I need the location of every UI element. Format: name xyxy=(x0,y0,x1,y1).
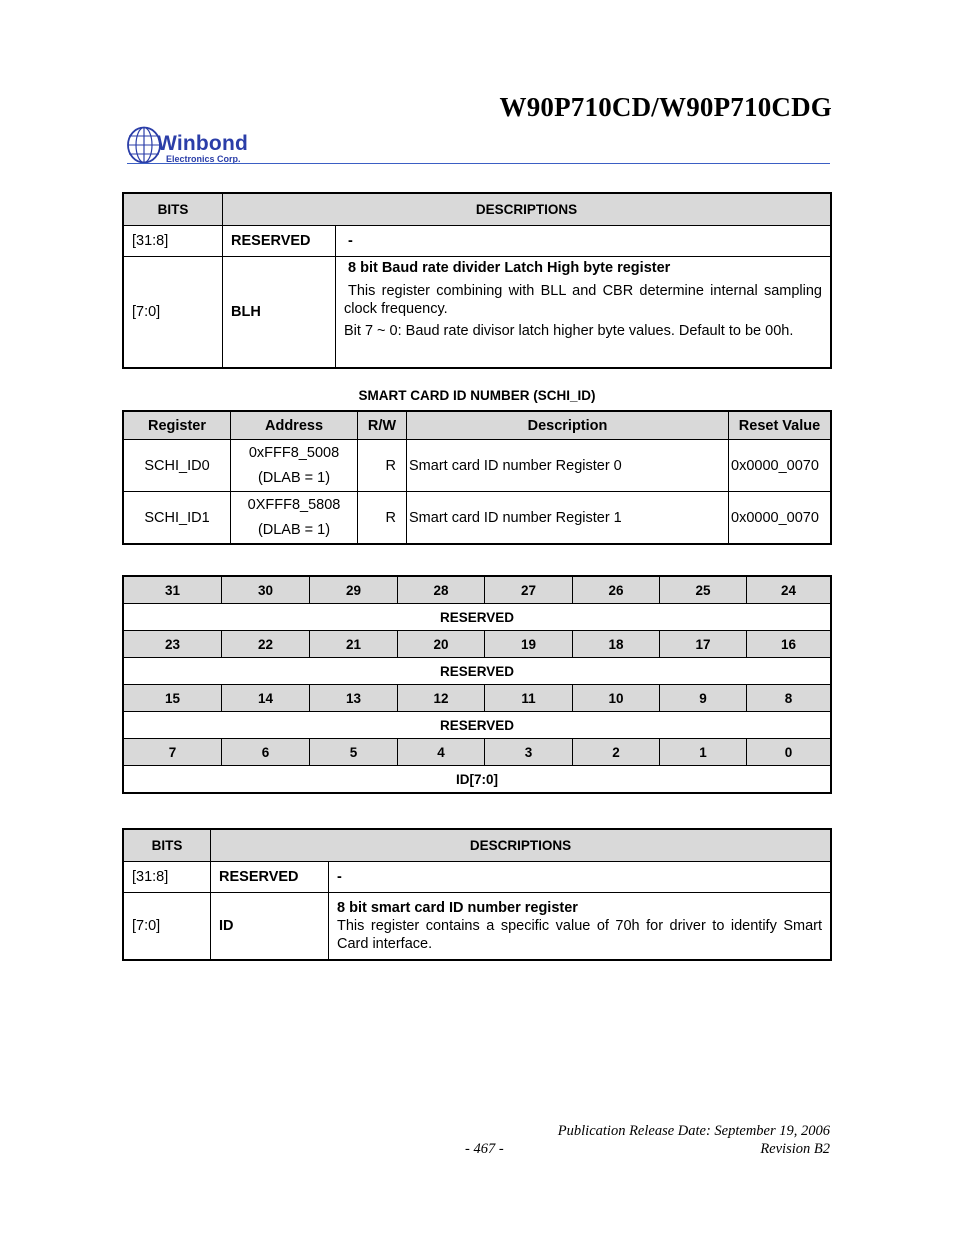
description-title: 8 bit smart card ID number register xyxy=(337,900,578,916)
address-note: (DLAB = 1) xyxy=(257,521,331,538)
rw-cell: R xyxy=(358,440,407,492)
header-divider xyxy=(127,163,830,164)
bit-field-row xyxy=(124,712,831,739)
bit-number-cell: 21 xyxy=(310,631,398,658)
bit-number-row xyxy=(124,577,831,604)
field-name-cell: RESERVED xyxy=(223,226,336,257)
bit-field-row xyxy=(124,766,831,793)
bit-field-cell: RESERVED xyxy=(124,712,831,739)
bit-number-cell: 19 xyxy=(485,631,573,658)
reset-value-cell: 0x0000_0070 xyxy=(729,492,831,544)
table-header-row xyxy=(124,194,831,226)
bit-number-cell: 14 xyxy=(222,685,310,712)
description-cell xyxy=(329,893,831,960)
table-header-row xyxy=(124,830,831,862)
description-cell: - xyxy=(336,226,831,257)
bits-header: BITS xyxy=(124,830,211,862)
bit-number-cell: 24 xyxy=(747,577,831,604)
bit-field-row xyxy=(124,604,831,631)
bit-field-cell: RESERVED xyxy=(124,658,831,685)
field-name-cell: RESERVED xyxy=(211,862,329,893)
winbond-logo xyxy=(127,126,257,166)
table-row xyxy=(124,440,831,492)
table-row xyxy=(124,862,831,893)
bit-number-cell: 13 xyxy=(310,685,398,712)
bits-cell: [31:8] xyxy=(124,226,223,257)
description-paragraph: This register contains a specific value of 70h for driver to identify Smart Card interface. xyxy=(337,918,822,952)
bit-number-row xyxy=(124,739,831,766)
description-paragraph: This register combining with BLL and CBR determine internal sampling clock frequency. xyxy=(344,283,822,317)
bit-number-cell: 6 xyxy=(222,739,310,766)
description-cell xyxy=(336,257,831,368)
bits-cell: [7:0] xyxy=(124,893,211,960)
table-row xyxy=(124,257,831,368)
globe-icon xyxy=(127,126,161,164)
bits-cell: [7:0] xyxy=(124,257,223,368)
descriptions-header: DESCRIPTIONS xyxy=(211,830,831,862)
address-value: 0XFFF8_5808 xyxy=(247,496,341,513)
release-date: Publication Release Date: September 19, 2006 xyxy=(557,1123,830,1139)
bit-number-cell: 18 xyxy=(573,631,660,658)
bit-number-cell: 7 xyxy=(124,739,222,766)
description-paragraph: Bit 7 ~ 0: Baud rate divisor latch higher byte values. Default to be 00h. xyxy=(344,323,794,339)
bit-number-cell: 31 xyxy=(124,577,222,604)
table-row xyxy=(124,893,831,960)
rw-header: R/W xyxy=(358,412,407,440)
document-title: W90P710CD/W90P710CDG xyxy=(499,92,832,122)
bits-header: BITS xyxy=(124,194,223,226)
bit-number-cell: 22 xyxy=(222,631,310,658)
bit-number-cell: 10 xyxy=(573,685,660,712)
bit-number-cell: 28 xyxy=(398,577,485,604)
bit-number-row xyxy=(124,685,831,712)
bit-number-cell: 0 xyxy=(747,739,831,766)
register-table xyxy=(123,411,831,544)
register-cell: SCHI_ID0 xyxy=(124,440,231,492)
description-title: 8 bit Baud rate divider Latch High byte register xyxy=(348,260,671,276)
section-title: SMART CARD ID NUMBER (SCHI_ID) xyxy=(358,388,596,403)
field-name-cell: ID xyxy=(211,893,329,960)
bit-field-row xyxy=(124,658,831,685)
bit-number-cell: 25 xyxy=(660,577,747,604)
bit-field-cell: RESERVED xyxy=(124,604,831,631)
register-header: Register xyxy=(124,412,231,440)
address-cell xyxy=(231,440,358,492)
description-header: Description xyxy=(407,412,729,440)
bits-cell: [31:8] xyxy=(124,862,211,893)
bit-number-row xyxy=(124,631,831,658)
descriptions-header: DESCRIPTIONS xyxy=(223,194,831,226)
bit-map-table xyxy=(123,576,831,793)
bit-number-cell: 8 xyxy=(747,685,831,712)
address-header: Address xyxy=(231,412,358,440)
address-cell xyxy=(231,492,358,544)
reset-value-header: Reset Value xyxy=(729,412,831,440)
address-value: 0xFFF8_5008 xyxy=(248,444,340,461)
address-note: (DLAB = 1) xyxy=(257,469,331,486)
blh-bits-table xyxy=(123,193,831,368)
table-row xyxy=(124,492,831,544)
bit-number-cell: 30 xyxy=(222,577,310,604)
bit-map-body xyxy=(124,577,831,793)
bit-number-cell: 11 xyxy=(485,685,573,712)
bit-number-cell: 1 xyxy=(660,739,747,766)
bit-number-cell: 9 xyxy=(660,685,747,712)
description-cell: - xyxy=(329,862,831,893)
bit-number-cell: 29 xyxy=(310,577,398,604)
bit-number-cell: 4 xyxy=(398,739,485,766)
id-bits-table xyxy=(123,829,831,960)
bit-number-cell: 26 xyxy=(573,577,660,604)
bit-number-cell: 27 xyxy=(485,577,573,604)
revision: Revision B2 xyxy=(760,1141,830,1157)
reset-value-cell: 0x0000_0070 xyxy=(729,440,831,492)
bit-number-cell: 23 xyxy=(124,631,222,658)
logo-subtitle: Electronics Corp. xyxy=(166,154,241,164)
bit-number-cell: 2 xyxy=(573,739,660,766)
rw-cell: R xyxy=(358,492,407,544)
bit-number-cell: 5 xyxy=(310,739,398,766)
bit-number-cell: 12 xyxy=(398,685,485,712)
bit-number-cell: 20 xyxy=(398,631,485,658)
table-header-row xyxy=(124,412,831,440)
bit-number-cell: 15 xyxy=(124,685,222,712)
bit-field-cell: ID[7:0] xyxy=(124,766,831,793)
table-row xyxy=(124,226,831,257)
page-number: - 467 - xyxy=(465,1141,504,1157)
bit-number-cell: 17 xyxy=(660,631,747,658)
description-cell: Smart card ID number Register 0 xyxy=(407,440,729,492)
logo-wordmark: Winbond xyxy=(157,132,249,155)
bit-number-cell: 16 xyxy=(747,631,831,658)
register-cell: SCHI_ID1 xyxy=(124,492,231,544)
bit-number-cell: 3 xyxy=(485,739,573,766)
description-cell: Smart card ID number Register 1 xyxy=(407,492,729,544)
field-name-cell: BLH xyxy=(223,257,336,368)
